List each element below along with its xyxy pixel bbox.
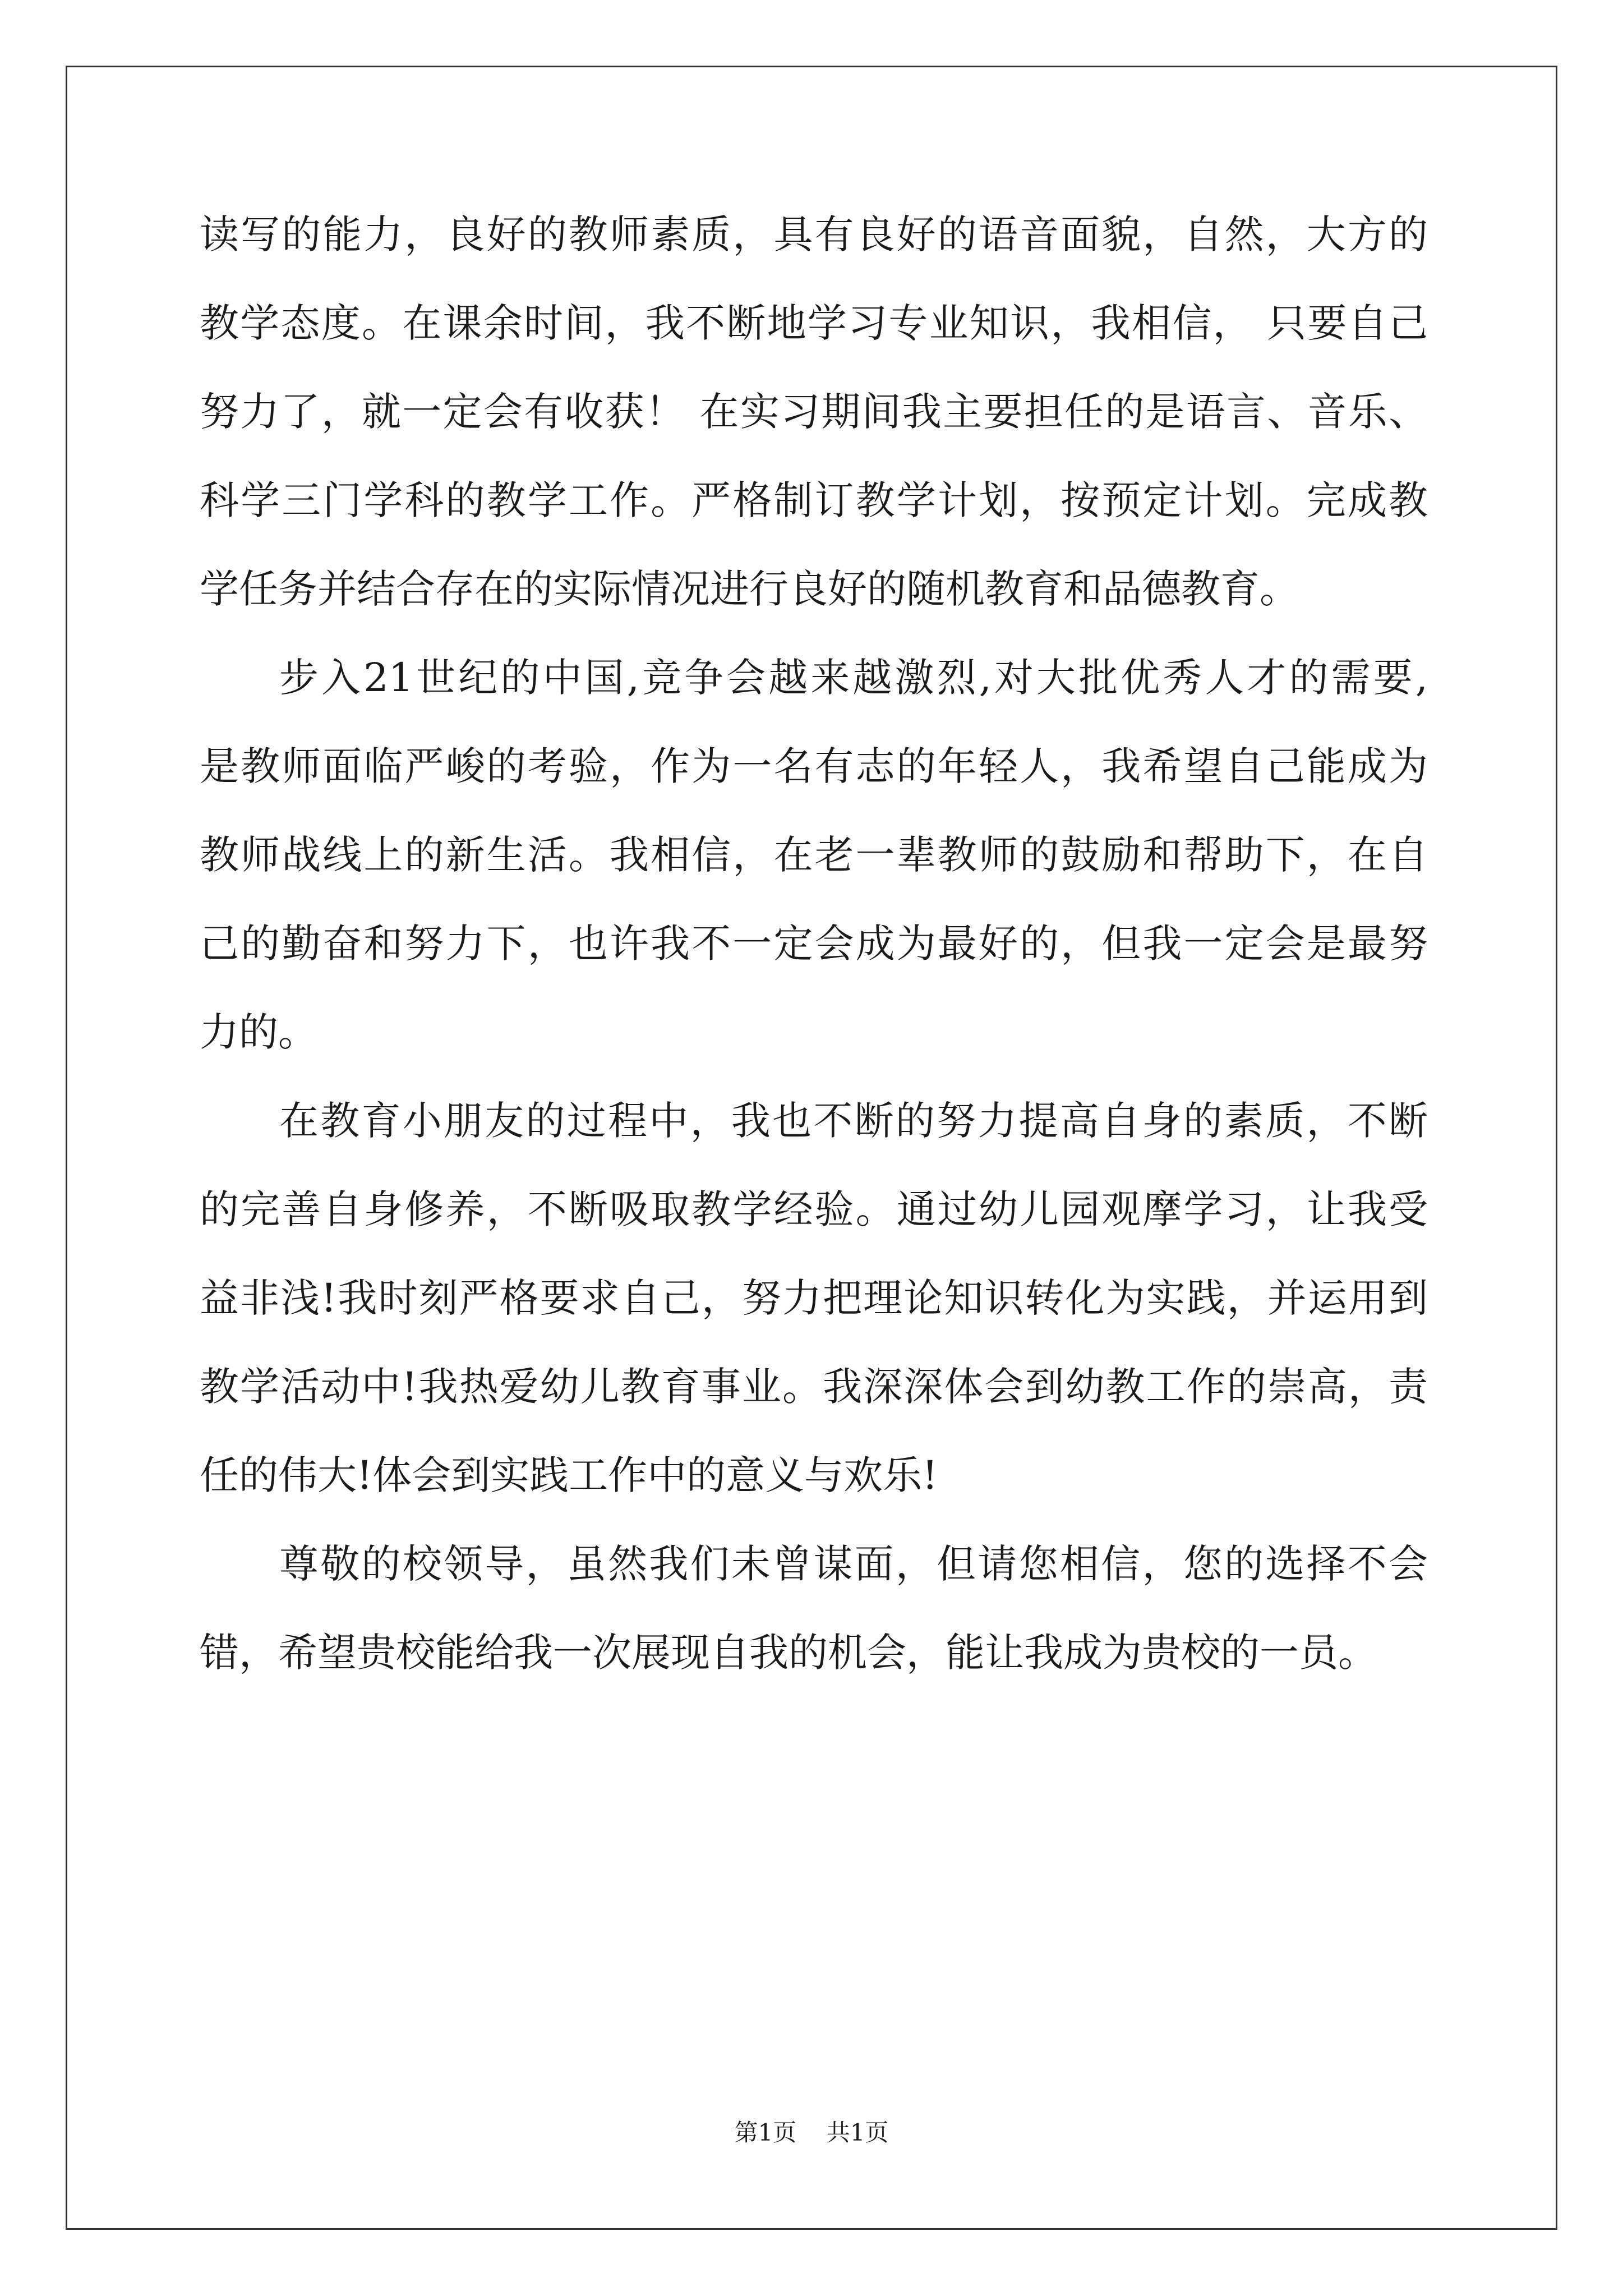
page-footer <box>0 2119 1623 2146</box>
document-body <box>200 213 1428 1720</box>
text-line: 教学活动中!我热爱幼儿教育事业。我深深体会到幼教工作的崇高，责 <box>200 1364 1428 1410</box>
text-line: 力的。 <box>200 1009 317 1055</box>
text-line: 益非浅!我时刻严格要求自己，努力把理论知识转化为实践，并运用到 <box>200 1275 1428 1321</box>
text-line: 努力了，就一定会有收获！ 在实习期间我主要担任的是语言、音乐、 <box>200 389 1428 435</box>
text-line: 读写的能力，良好的教师素质，具有良好的语音面貌，自然，大方的 <box>200 211 1428 257</box>
text-line: 错，希望贵校能给我一次展现自我的机会，能让我成为贵校的一员。 <box>200 1630 1377 1676</box>
text-line: 学任务并结合存在的实际情况进行良好的随机教育和品德教育。 <box>200 566 1299 612</box>
text-line: 的完善自身修养，不断吸取教学经验。通过幼儿园观摩学习，让我受 <box>200 1186 1428 1232</box>
text-line: 任的伟大!体会到实践工作中的意义与欢乐! <box>200 1452 938 1498</box>
text-line: 科学三门学科的教学工作。严格制订教学计划，按预定计划。完成教 <box>200 477 1428 523</box>
paragraph-start-line: 在教育小朋友的过程中，我也不断的努力提高自身的素质，不断 <box>279 1098 1428 1144</box>
text-line: 教学态度。在课余时间，我不断地学习专业知识，我相信， 只要自己 <box>200 300 1428 346</box>
text-line: 是教师面临严峻的考验，作为一名有志的年轻人，我希望自己能成为 <box>200 743 1428 789</box>
text-line: 己的勤奋和努力下，也许我不一定会成为最好的，但我一定会是最努 <box>200 921 1428 967</box>
paragraph-start-line: 步入21世纪的中国,竞争会越来越激烈,对大批优秀人才的需要, <box>279 655 1428 701</box>
paragraph-start-line: 尊敬的校领导，虽然我们未曾谋面，但请您相信，您的选择不会 <box>279 1541 1428 1587</box>
page-total: 共1页 <box>826 2119 889 2146</box>
text-line: 教师战线上的新生活。我相信，在老一辈教师的鼓励和帮助下，在自 <box>200 832 1428 878</box>
page-number: 第1页 <box>734 2119 797 2146</box>
